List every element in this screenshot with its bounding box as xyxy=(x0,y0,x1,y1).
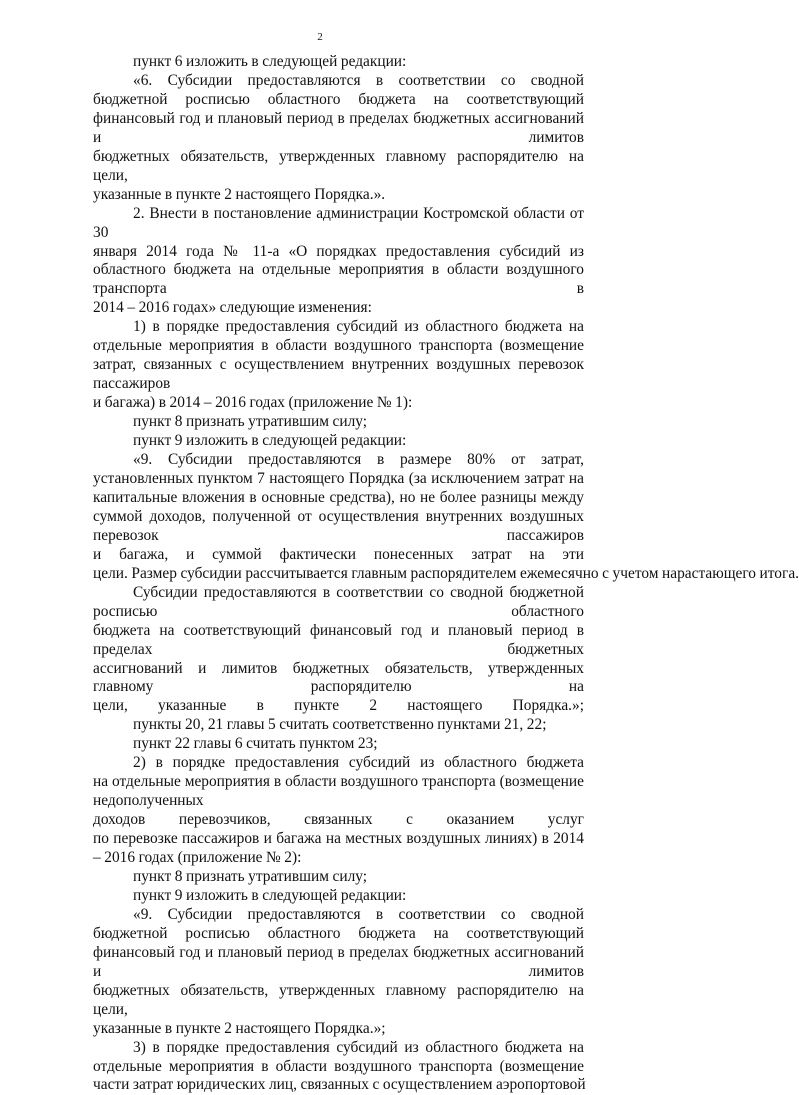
text-line: ассигнований и лимитов бюджетных обязательств, утвержденных главному распорядителю на xyxy=(93,659,584,696)
text-line: пункт 6 изложить в следующей редакции: xyxy=(133,53,407,70)
text-line: «9. Субсидии предоставляются в соответствии со сводной xyxy=(133,905,584,923)
text-line: 2014 – 2016 годах» следующие изменения: xyxy=(93,299,372,317)
paragraph xyxy=(93,53,584,72)
text-line: пункты 20, 21 главы 5 считать соответственно пунктами 21, 22; xyxy=(133,716,547,734)
text-line: суммой доходов, полученной от осуществления внутренних воздушных перевозок пассажиров xyxy=(93,507,584,544)
text-line: установленных пунктом 7 настоящего Порядка (за исключением затрат на xyxy=(93,469,584,487)
text-line: части затрат юридических лиц, связанных с осуществлением аэропортовой xyxy=(93,1076,586,1094)
text-line: доходов перевозчиков, связанных с оказанием услуг xyxy=(93,811,584,829)
text-line: указанные в пункте 2 настоящего Порядка.»; xyxy=(93,1019,386,1037)
text-line: 2) в порядке предоставления субсидий из областного бюджета xyxy=(133,754,584,772)
paragraph xyxy=(93,432,584,451)
paragraph xyxy=(93,754,584,868)
paragraph xyxy=(93,451,799,584)
text-line: «9. Субсидии предоставляются в размере 80% от затрат, xyxy=(133,451,584,469)
paragraph xyxy=(93,868,584,887)
paragraph xyxy=(93,318,584,413)
text-line: бюджетных обязательств, утвержденных главному распорядителю на цели, xyxy=(93,981,584,1018)
text-line: цели. Размер субсидии рассчитывается главным распорядителем ежемесячно с учетом нарастающего итога. xyxy=(93,564,799,582)
paragraph xyxy=(93,584,584,717)
paragraph xyxy=(93,205,584,319)
text-line: пункт 8 признать утратившим силу; xyxy=(133,867,368,885)
text-line: и багажа, и суммой фактически понесенных затрат на эти xyxy=(93,545,584,563)
text-line: областного бюджета на отдельные мероприятия в области воздушного транспорта в xyxy=(93,261,584,298)
text-line: бюджетной росписью областного бюджета на соответствующий xyxy=(93,90,584,108)
text-line: пункт 9 изложить в следующей редакции: xyxy=(133,432,407,450)
text-line: цели, указанные в пункте 2 настоящего Порядка.»; xyxy=(93,697,584,715)
text-line: пункт 9 изложить в следующей редакции: xyxy=(133,886,407,904)
text-line: пункт 8 признать утратившим силу; xyxy=(133,413,368,431)
text-line: Субсидии предоставляются в соответствии со сводной бюджетной росписью областного xyxy=(93,583,584,620)
text-line: по перевозке пассажиров и багажа на местных воздушных линиях) в 2014 xyxy=(93,830,584,848)
text-line: финансовый год и плановый период в пределах бюджетных ассигнований и лимитов xyxy=(93,943,584,980)
text-line: пункт 22 главы 6 считать пунктом 23; xyxy=(133,735,378,753)
text-line: января 2014 года № 11-а «О порядках предоставления субсидий из xyxy=(93,242,584,260)
text-line: 3) в порядке предоставления субсидий из областного бюджета на xyxy=(133,1038,584,1056)
paragraph xyxy=(93,735,584,754)
text-line: – 2016 годах (приложение № 2): xyxy=(93,849,302,867)
text-line: бюджетной росписью областного бюджета на соответствующий xyxy=(93,924,584,942)
paragraph xyxy=(93,887,584,906)
paragraph xyxy=(93,906,584,1039)
text-line: на отдельные мероприятия в области воздушного транспорта (возмещение недополученных xyxy=(93,773,584,810)
page-number: 2 xyxy=(317,31,323,43)
paragraph xyxy=(93,72,584,205)
text-line: указанные в пункте 2 настоящего Порядка.». xyxy=(93,185,386,203)
text-line: бюджета на соответствующий финансовый год и плановый период в пределах бюджетных xyxy=(93,621,584,658)
text-line: финансовый год и плановый период в пределах бюджетных ассигнований и лимитов xyxy=(93,109,584,146)
text-line: «6. Субсидии предоставляются в соответствии со сводной xyxy=(133,71,584,89)
text-line: 1) в порядке предоставления субсидий из областного бюджета на xyxy=(133,318,584,336)
text-line: бюджетных обязательств, утвержденных главному распорядителю на цели, xyxy=(93,147,584,184)
text-line: затрат, связанных с осуществлением внутренних воздушных перевозок пассажиров xyxy=(93,356,584,393)
text-line: и багажа) в 2014 – 2016 годах (приложение № 1): xyxy=(93,394,413,412)
paragraph xyxy=(93,716,584,735)
paragraph xyxy=(93,1039,584,1095)
text-line: 2. Внести в постановление администрации Костромской области от 30 xyxy=(93,204,584,241)
text-line: отдельные мероприятия в области воздушного транспорта (возмещение xyxy=(93,1057,584,1075)
text-line: капитальные вложения в основные средства), но не более разницы между xyxy=(93,488,584,506)
paragraph xyxy=(93,413,584,432)
text-line: отдельные мероприятия в области воздушного транспорта (возмещение xyxy=(93,337,584,355)
document-body xyxy=(93,53,799,1095)
